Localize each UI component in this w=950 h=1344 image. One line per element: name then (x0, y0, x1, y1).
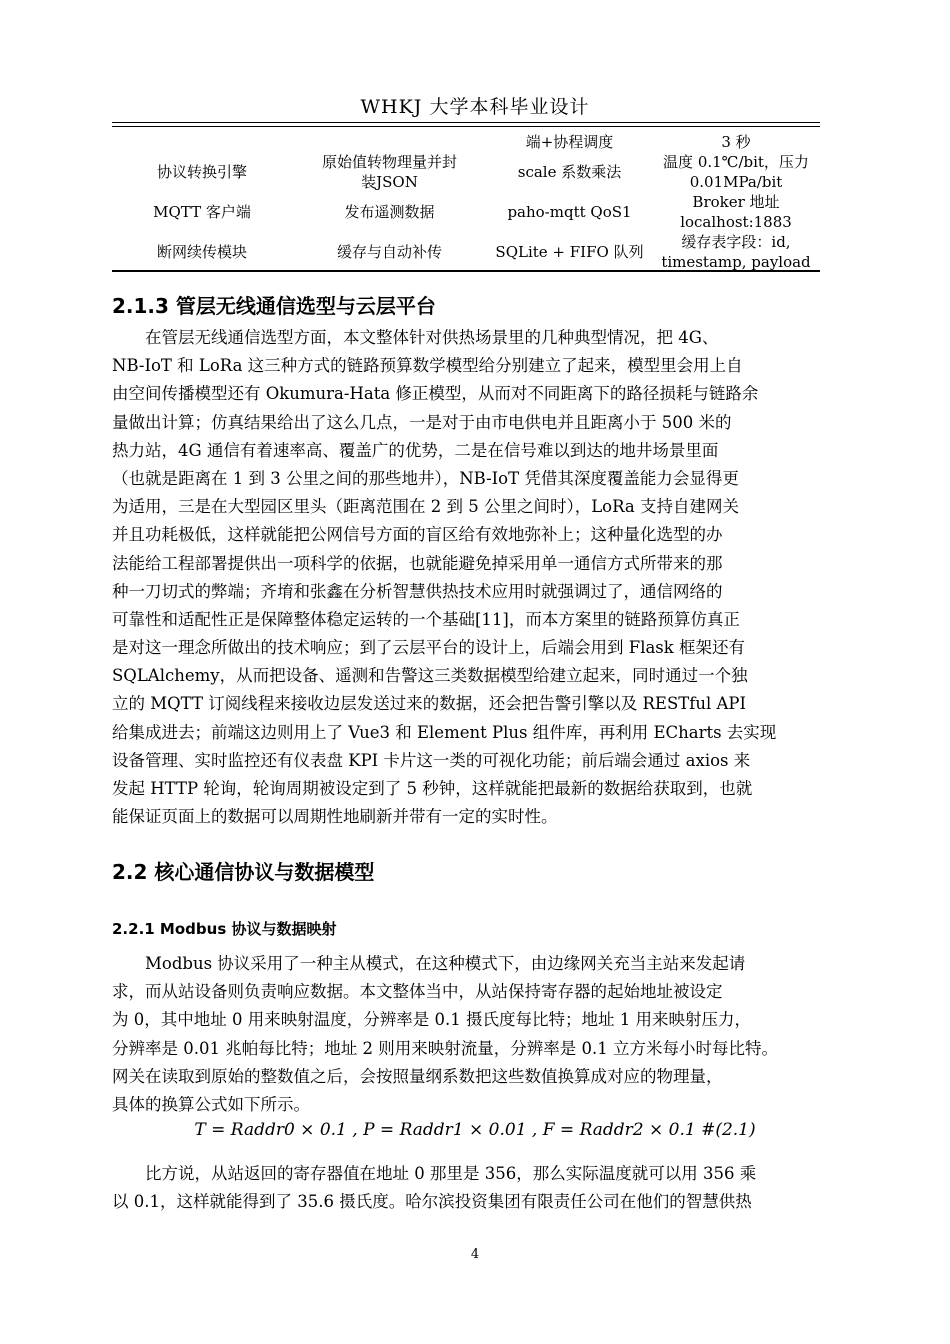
table-cell-line: 协议转换引擎 (156, 163, 247, 181)
table-cell-line: timestamp, payload (661, 253, 811, 271)
header-rule (112, 122, 820, 123)
text-line: 种一刀切式的弊端；齐堉和张鑫在分析智慧供热技术应用时就强调过了，通信网络的 (112, 581, 723, 601)
paragraph-2-2-1 (112, 950, 822, 1119)
table-cell (292, 242, 487, 262)
table-cell-line: paho-mqtt QoS1 (507, 203, 632, 221)
table-cell (487, 242, 652, 262)
table-cell (652, 152, 820, 192)
text-line: 热力站，4G 通信有着速率高、覆盖广的优势，二是在信号难以到达的地井场景里面 (112, 440, 719, 460)
table-bottom-rule (112, 270, 820, 272)
text-line: SQLAlchemy，从而把设备、遥测和告警这三类数据模型给建立起来，同时通过一个独 (112, 666, 748, 686)
table-cell: 3 秒 (721, 133, 751, 151)
text-line: 求，而从站设备则负责响应数据。本文整体当中，从站保持寄存器的起始地址被设定 (112, 982, 723, 1002)
table-cell (292, 152, 487, 192)
paragraph-2-1-3 (112, 324, 822, 831)
text-line: Modbus 协议采用了一种主从模式，在这种模式下，由边缘网关充当主站来发起请 (112, 954, 746, 973)
text-line: 比方说，从站返回的寄存器值在地址 0 那里是 356，那么实际温度就可以用 356 乘 (112, 1164, 757, 1183)
text-line: 能保证页面上的数据可以周期性地刷新并带有一定的实时性。 (112, 807, 558, 827)
equation-2-1: T = Raddr0 × 0.1 , P = Raddr1 × 0.01 , F = Raddr2 × 0.1 #(2.1) (194, 1120, 756, 1140)
table-cell (112, 202, 292, 222)
text-line: 给集成进去；前端这边则用上了 Vue3 和 Element Plus 组件库，再利用 ECharts 去实现 (112, 722, 777, 742)
table-top-rule (112, 126, 820, 127)
text-line: 并且功耗极低，这样就能把公网信号方面的盲区给有效地弥补上；这种量化选型的办 (112, 525, 723, 545)
table-cell: 端+协程调度 (525, 133, 614, 151)
table-cell (652, 192, 820, 232)
text-line: 网关在读取到原始的整数值之后，会按照量纲系数把这些数值换算成对应的物理量， (112, 1066, 723, 1086)
table-cell-line: 原始值转物理量并封 (321, 153, 457, 171)
text-line: 发起 HTTP 轮询，轮询周期被设定到了 5 秒钟，这样就能把最新的数据给获取到，也就 (112, 779, 753, 798)
table-cell-line: localhost:1883 (680, 213, 792, 231)
table-cell-line: Broker 地址 (692, 193, 780, 211)
table-cell-line: SQLite + FIFO 队列 (495, 243, 644, 261)
text-line: （也就是距离在 1 到 3 公里之间的那些地井），NB-IoT 凭借其深度覆盖能力会显得更 (112, 468, 739, 488)
text-line: 法能给工程部署提供出一项科学的依据，也就能避免掉采用单一通信方式所带来的那 (112, 553, 723, 573)
text-line: 立的 MQTT 订阅线程来接收边层发送过来的数据，还会把告警引擎以及 RESTful API (112, 694, 747, 714)
text-line: 量做出计算；仿真结果给出了这么几点，一是对于由市电供电并且距离小于 500 米的 (112, 412, 732, 432)
text-line: 分辨率是 0.01 兆帕每比特；地址 2 则用来映射流量，分辨率是 0.1 立方米每小时每比特。 (112, 1038, 778, 1058)
section-heading-2-2-1: 2.2.1 Modbus 协议与数据映射 (112, 920, 337, 938)
text-line: 在管层无线通信选型方面，本文整体针对供热场景里的几种典型情况，把 4G、 (112, 328, 719, 347)
table-cell (112, 162, 292, 182)
text-line: 可靠性和适配性正是保障整体稳定运转的一个基础[11]，而本方案里的链路预算仿真正 (112, 609, 740, 629)
table-cell-line: 断网续传模块 (156, 243, 247, 261)
table-cell-line: 0.01MPa/bit (689, 173, 783, 191)
section-heading-2-2: 2.2 核心通信协议与数据模型 (112, 860, 375, 884)
running-header: WHKJ 大学本科毕业设计 (360, 96, 590, 118)
text-line: 为适用，三是在大型园区里头（距离范围在 2 到 5 公里之间时），LoRa 支持自建网关 (112, 497, 739, 517)
text-line: 为 0，其中地址 0 用来映射温度，分辨率是 0.1 摄氏度每比特；地址 1 用来映射压力， (112, 1010, 751, 1030)
text-line: 是对这一理念所做出的技术响应；到了云层平台的设计上，后端会用到 Flask 框架还有 (112, 638, 746, 658)
table-cell-line: 发布遥测数据 (344, 203, 435, 221)
paragraph-after-equation (112, 1160, 822, 1216)
text-line: NB-IoT 和 LoRa 这三种方式的链路预算数学模型给分别建立了起来，模型里会用上自 (112, 356, 743, 376)
table-cell-line: MQTT 客户端 (153, 203, 251, 221)
table-cell (487, 202, 652, 222)
table-cell (487, 162, 652, 182)
text-line: 由空间传播模型还有 Okumura-Hata 修正模型，从而对不同距离下的路径损耗与链路余 (112, 384, 759, 404)
table-cell (652, 232, 820, 272)
table-cell-line: 缓存与自动补传 (336, 243, 442, 261)
table-cell-line: 装JSON (361, 173, 418, 191)
text-line: 设备管理、实时监控还有仪表盘 KPI 卡片这一类的可视化功能；前后端会通过 axios 来 (112, 750, 751, 770)
table-cell-line: 缓存表字段：id, (681, 233, 791, 251)
text-line: 具体的换算公式如下所示。 (112, 1094, 310, 1114)
page-number: 4 (470, 1247, 480, 1262)
table-cell-line: 温度 0.1℃/bit，压力 (663, 153, 809, 171)
table-cell (112, 242, 292, 262)
section-heading-2-1-3: 2.1.3 管层无线通信选型与云层平台 (112, 294, 436, 318)
table-cell-line: scale 系数乘法 (517, 163, 622, 181)
text-line: 以 0.1，这样就能得到了 35.6 摄氏度。哈尔滨投资集团有限责任公司在他们的智慧供热 (112, 1192, 752, 1212)
table-cell (292, 202, 487, 222)
